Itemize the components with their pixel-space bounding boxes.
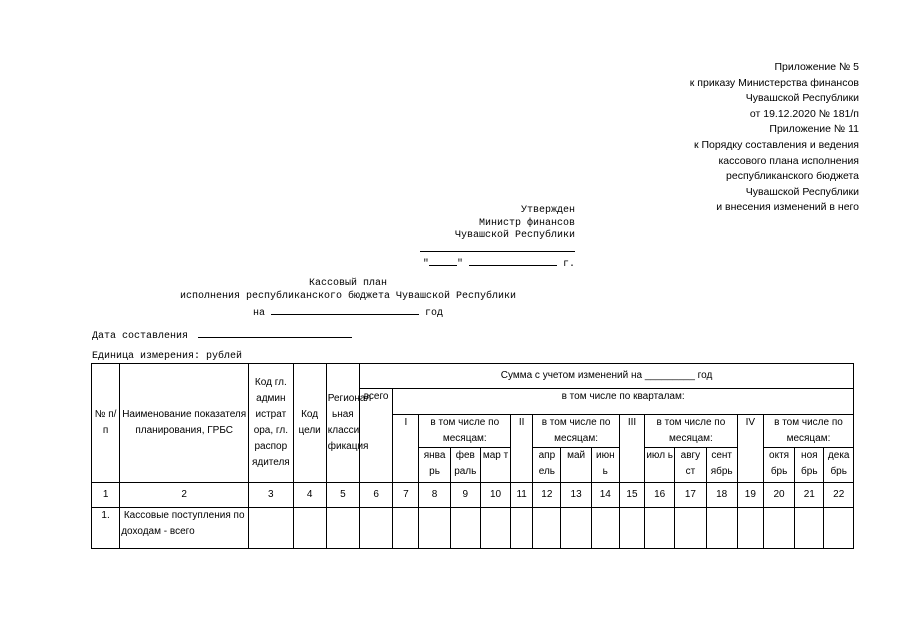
- column-number: 11: [511, 483, 533, 508]
- table-row: [92, 508, 854, 549]
- table-cell: [249, 508, 293, 549]
- header-code-admin: Код гл. админ истрат ора, гл. распор ядителя: [249, 364, 293, 483]
- header-month: октя брь: [763, 448, 794, 483]
- column-number: 1: [92, 483, 120, 508]
- table-cell: [645, 508, 675, 549]
- approval-title: Утвержден: [520, 205, 575, 216]
- table-cell: [795, 508, 824, 549]
- header-by-months: в том числе по месяцам:: [763, 415, 853, 448]
- header-month: фев раль: [450, 448, 480, 483]
- header-quarter-1: I: [393, 415, 419, 483]
- table-cell: [591, 508, 619, 549]
- header-month: авгу ст: [675, 448, 706, 483]
- table-cell: [533, 508, 561, 549]
- table-cell: [706, 508, 737, 549]
- cash-plan-table: [91, 363, 854, 549]
- plan-year-line: на год: [92, 303, 604, 321]
- column-number: 3: [249, 483, 293, 508]
- table-cell: [675, 508, 706, 549]
- column-number: 5: [326, 483, 359, 508]
- column-number: 14: [591, 483, 619, 508]
- table-cell: [561, 508, 591, 549]
- appendix-line: Приложение № 5: [774, 61, 859, 73]
- table-cell: [737, 508, 763, 549]
- appendix-line: Чувашской Республики: [745, 185, 859, 198]
- column-number: 20: [763, 483, 794, 508]
- table-cell: [393, 508, 419, 549]
- header-month: мар т: [480, 448, 510, 483]
- plan-title-block: [92, 278, 604, 321]
- header-by-quarters: в том числе по кварталам:: [393, 389, 854, 415]
- table-cell: [511, 508, 533, 549]
- column-number: 16: [645, 483, 675, 508]
- approval-block: [420, 205, 575, 271]
- approval-day-blank: [429, 254, 457, 266]
- header-month: июл ь: [645, 448, 675, 483]
- column-number: 22: [824, 483, 854, 508]
- appendix-line: к Порядку составления и ведения: [693, 138, 859, 151]
- plan-title: Кассовый план: [308, 278, 387, 289]
- appendix-block: [690, 60, 859, 216]
- header-month: дека брь: [824, 448, 854, 483]
- appendix-line: Приложение № 11: [769, 123, 859, 136]
- header-region-class: Регионал ьная класси фикация: [326, 364, 359, 483]
- header-month: ноя брь: [795, 448, 824, 483]
- header-num: № п/п: [92, 364, 120, 483]
- row-indicator-name: Кассовые поступления по доходам - всего: [120, 508, 249, 549]
- header-code-goal: Код цели: [293, 364, 326, 483]
- header-month: май: [561, 448, 591, 483]
- date-compiled-label: Дата составления: [92, 331, 189, 342]
- unit-of-measure: Единица измерения: рублей: [92, 351, 243, 362]
- column-number: 18: [706, 483, 737, 508]
- appendix-line: и внесения изменений в него: [716, 201, 859, 214]
- header-sum: Сумма с учетом изменений на _________ год: [360, 364, 854, 389]
- header-quarter-2: II: [511, 415, 533, 483]
- approval-month-blank: [469, 254, 557, 266]
- appendix-line: республиканского бюджета: [726, 170, 859, 183]
- column-number: 19: [737, 483, 763, 508]
- table-cell: [419, 508, 450, 549]
- appendix-line: Чувашской Республики: [745, 92, 859, 105]
- table-cell: [480, 508, 510, 549]
- table-cell: [450, 508, 480, 549]
- table-cell: [619, 508, 644, 549]
- appendix-line: к приказу Министерства финансов: [689, 76, 859, 89]
- header-quarter-4: IV: [737, 415, 763, 483]
- plan-subtitle: исполнения республиканского бюджета Чувашской Республики: [179, 290, 517, 302]
- table-cell: [763, 508, 794, 549]
- header-by-months: в том числе по месяцам:: [419, 415, 511, 448]
- column-number: 4: [293, 483, 326, 508]
- date-compiled-blank: [198, 326, 352, 338]
- table-cell: [360, 508, 393, 549]
- approval-date-line: " " г.: [420, 254, 575, 272]
- column-number: 2: [120, 483, 249, 508]
- column-number: 8: [419, 483, 450, 508]
- header-indicator: Наименование показателя планирования, ГРБС: [120, 364, 249, 483]
- column-number: 6: [360, 483, 393, 508]
- column-number: 15: [619, 483, 644, 508]
- header-quarter-3: III: [619, 415, 644, 483]
- column-number: 12: [533, 483, 561, 508]
- header-by-months: в том числе по месяцам:: [645, 415, 738, 448]
- header-month: янва рь: [419, 448, 450, 483]
- column-number: 13: [561, 483, 591, 508]
- column-number: 7: [393, 483, 419, 508]
- plan-year-blank: [271, 303, 419, 315]
- table-cell: [326, 508, 359, 549]
- date-compiled-line: [92, 326, 352, 342]
- header-month: июн ь: [591, 448, 619, 483]
- approval-position: Чувашской Республики: [454, 230, 575, 241]
- header-total: всего: [360, 389, 393, 483]
- column-number: 9: [450, 483, 480, 508]
- column-number: 10: [480, 483, 510, 508]
- column-number: 17: [675, 483, 706, 508]
- approval-position: Министр финансов: [478, 217, 575, 229]
- table-cell: [824, 508, 854, 549]
- column-number: 21: [795, 483, 824, 508]
- header-by-months: в том числе по месяцам:: [533, 415, 620, 448]
- header-month: сент ябрь: [706, 448, 737, 483]
- table-cell: [293, 508, 326, 549]
- appendix-line: от 19.12.2020 № 181/п: [749, 107, 859, 120]
- row-number: 1.: [92, 508, 120, 549]
- header-month: апр ель: [533, 448, 561, 483]
- appendix-line: кассового плана исполнения: [718, 154, 859, 167]
- approval-signature-line: [420, 243, 575, 251]
